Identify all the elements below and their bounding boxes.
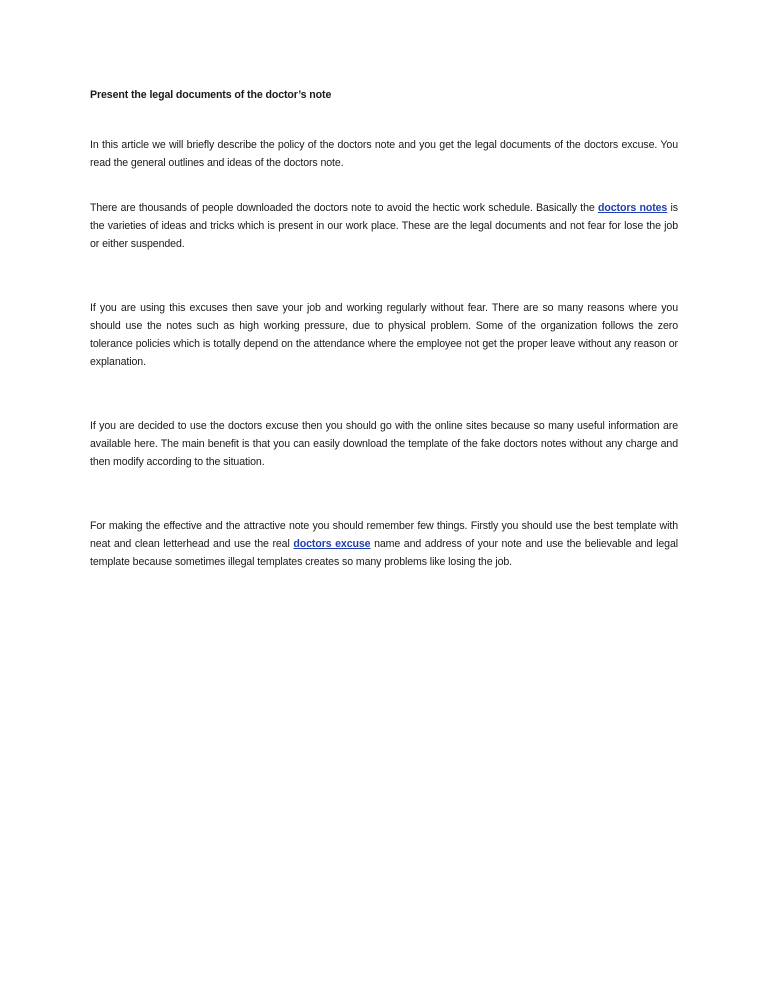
doctors-notes-link[interactable]: doctors notes bbox=[598, 202, 668, 214]
document-title: Present the legal documents of the doctor’s note bbox=[90, 89, 332, 101]
paragraph-intro: In this article we will briefly describe the policy of the doctors note and you get the legal documents of the doctors excuse. You read the general outlines and ideas of the doctors note. bbox=[90, 139, 678, 169]
paragraph-online-sites: If you are decided to use the doctors excuse then you should go with the online sites because so many useful information are available here. The main benefit is that you can easily download the template of the fake doctors notes without any charge and then modify according to the situation. bbox=[90, 420, 678, 468]
doctors-excuse-link[interactable]: doctors excuse bbox=[293, 538, 371, 550]
paragraph-text: For making the effective and the attractive note you should remember few things. Firstly you should use the best template with neat and clean letterhead and use the real bbox=[90, 520, 678, 550]
paragraph-text: name and address of your note and use the believable and legal template because sometimes illegal templates creates so many problems like losing the job. bbox=[90, 538, 678, 568]
paragraph-text: is the varieties of ideas and tricks which is present in our work place. These are the legal documents and not fear for lose the job or either suspended. bbox=[90, 202, 679, 250]
paragraph-downloads bbox=[90, 199, 678, 253]
paragraph-reasons: If you are using this excuses then save your job and working regularly without fear. There are so many reasons where you should use the notes such as high working pressure, due to physical problem. Some of the organization follows the zero tolerance policies which is totally depend on the attendance where the employee not get the proper leave without any reason or explanation. bbox=[90, 302, 678, 368]
paragraph-tips bbox=[90, 517, 678, 571]
document-body bbox=[90, 86, 678, 571]
paragraph-text: There are thousands of people downloaded the doctors note to avoid the hectic work schedule. Basically the bbox=[90, 202, 598, 214]
